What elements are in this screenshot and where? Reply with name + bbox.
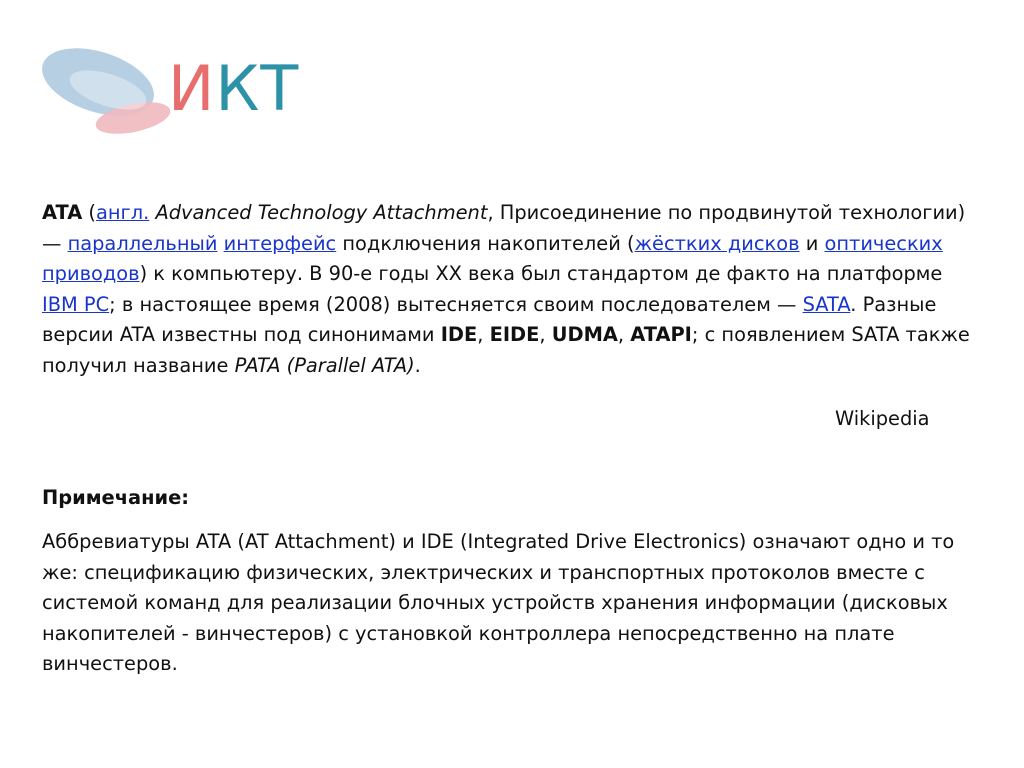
text-fragment: . xyxy=(414,353,421,377)
logo-text xyxy=(168,52,300,125)
text-fragment: , xyxy=(539,323,552,346)
term-full-name: Advanced Technology Attachment xyxy=(155,201,488,224)
text-fragment: ; в настоящее время (2008) вытесняется своим последователем — xyxy=(109,292,803,316)
term-eide: EIDE xyxy=(489,323,540,346)
text-fragment: , xyxy=(477,323,490,346)
link-ibm-pc[interactable]: IBM PC xyxy=(42,292,110,316)
link-hard-disks[interactable]: жёстких дисков xyxy=(634,231,800,255)
note-title: Примечание: xyxy=(42,486,189,509)
ata-description xyxy=(42,198,982,381)
term-atapi: ATAPI xyxy=(630,323,692,346)
text-fragment: и xyxy=(799,231,825,255)
link-interface[interactable]: интерфейс xyxy=(223,231,337,255)
text-fragment: ; с появлением SATA также получил название xyxy=(42,323,970,377)
term-ide: IDE xyxy=(440,323,478,346)
text-fragment: . Разные версии ATA известны под синонимами xyxy=(42,292,937,346)
text-fragment: , Присоединение по продвинутой технологии) — xyxy=(42,201,966,255)
text-fragment: ( xyxy=(82,201,96,224)
logo-letter-i: И xyxy=(168,52,216,125)
link-sata[interactable]: SATA xyxy=(802,292,851,316)
link-optical-drives[interactable]: оптических приводов xyxy=(42,231,943,285)
term-pata: PATA (Parallel ATA) xyxy=(234,353,415,377)
ikt-logo xyxy=(38,30,328,142)
link-parallel[interactable]: параллельный xyxy=(67,231,218,255)
note-text: Аббревиатуры ATA (AT Attachment) и IDE (Integrated Drive Electronics) означают одно и то же: спецификацию физических, электрических и транспортных протоколов вместе с системой команд для реализации блочных устройств хранения информации (дисковых накопителей - винчестеров) с установкой контроллера непосредственно на плате винчестеров. xyxy=(42,530,955,675)
text-fragment: подключения накопителей ( xyxy=(336,231,635,255)
source-attribution: Wikipedia xyxy=(835,407,930,430)
logo-letters-kt: КТ xyxy=(215,52,300,125)
term-ata: ATA xyxy=(42,201,83,224)
text-fragment: ) к компьютеру. В 90-е годы XX века был стандартом де факто на платформе xyxy=(139,262,943,285)
term-udma: UDMA xyxy=(551,323,618,346)
link-angl[interactable]: англ. xyxy=(95,201,150,224)
text-fragment: , xyxy=(617,323,631,346)
